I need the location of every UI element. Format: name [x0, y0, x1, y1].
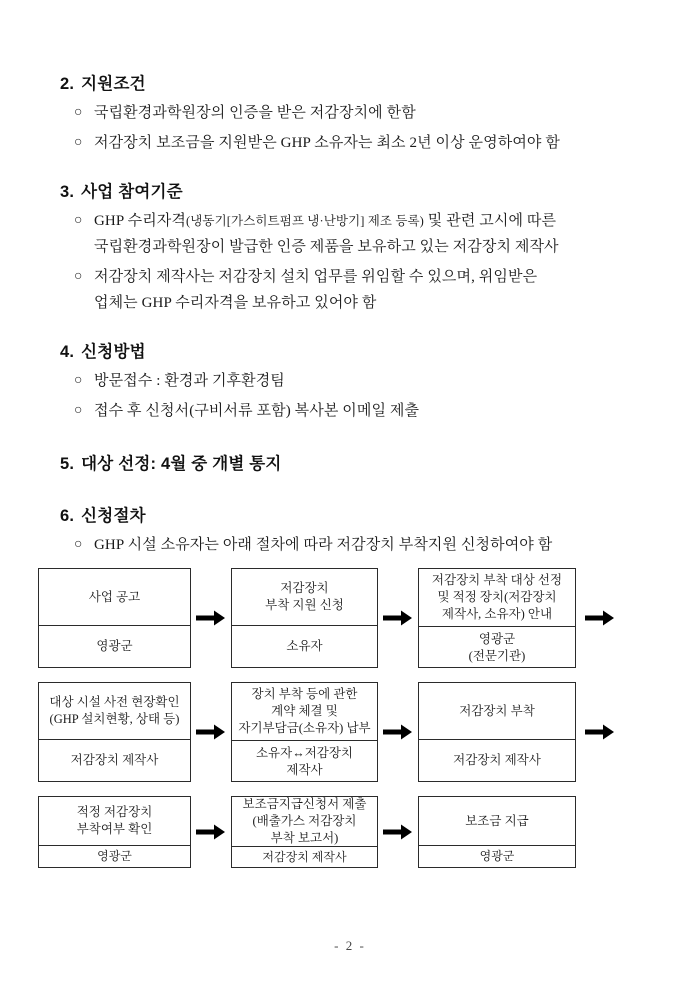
section-participation-criteria [30, 178, 670, 316]
flow-step-actor: 영광군 [479, 849, 515, 863]
bullet-item [74, 532, 670, 558]
section-target-selection [30, 450, 670, 474]
section-number: 2. [60, 75, 75, 93]
flow-step-actor: 소유자 [286, 639, 323, 654]
arrow-right-icon [191, 568, 231, 668]
flow-step-box [418, 568, 576, 668]
flow-step-label: 장치 부착 등에 관한 계약 체결 및 자기부담금(소유자) 납부 [232, 683, 377, 741]
section-number: 6. [60, 507, 75, 525]
bullet-circle-icon: ○ [74, 105, 83, 120]
page-number: - 2 - [334, 938, 366, 953]
flow-step-label: 저감장치 부착 지원 신청 [232, 569, 377, 626]
section-number: 5. [60, 455, 75, 473]
flow-step-box [418, 682, 576, 782]
arrow-right-icon [378, 796, 418, 868]
bullet-text-lead: GHP 수리자격 [94, 213, 186, 229]
arrow-right-icon [191, 682, 231, 782]
section-title: 사업 참여기준 [81, 183, 183, 201]
section-heading [60, 502, 670, 526]
bullet-text [94, 264, 670, 316]
bullet-list [30, 368, 670, 424]
flow-step-actor: 저감장치 제작사 [453, 753, 541, 768]
bullet-circle-icon: ○ [74, 537, 83, 552]
bullet-item [74, 100, 670, 126]
section-title: 지원조건 [81, 75, 146, 93]
bullet-text [94, 208, 670, 260]
section-title: 신청절차 [81, 507, 146, 525]
bullet-text-line2: 국립환경과학원장이 발급한 인증 제품을 보유하고 있는 저감장치 제작사 [94, 239, 559, 255]
bullet-item [74, 130, 670, 156]
section-application-procedure [30, 502, 670, 558]
section-heading [60, 70, 670, 94]
arrow-right-icon [191, 796, 231, 868]
flow-step-actor: 소유자↔저감장치 제작사 [255, 745, 354, 777]
flow-step-actor: 영광군 [96, 639, 133, 654]
flowchart-row [38, 568, 670, 668]
bullet-circle-icon: ○ [74, 269, 83, 284]
flow-step-label: 저감장치 부착 [419, 683, 575, 740]
bullet-item [74, 398, 670, 424]
flow-step-box [231, 796, 378, 868]
bullet-text-tail: 및 관련 고시에 따른 [423, 213, 557, 229]
bullet-text-note: (냉동기[가스히트펌프 냉·난방기] 제조 등록) [185, 214, 424, 228]
section-support-conditions [30, 70, 670, 156]
application-procedure-flowchart [38, 568, 670, 868]
bullet-circle-icon: ○ [74, 373, 83, 388]
flow-step-label: 적정 저감장치 부착여부 확인 [39, 797, 190, 846]
flow-step-actor: 저감장치 제작사 [70, 753, 159, 768]
section-application-method [30, 338, 670, 424]
bullet-text: GHP 시설 소유자는 아래 절차에 따라 저감장치 부착지원 신청하여야 함 [94, 537, 553, 553]
section-heading [60, 450, 670, 474]
bullet-item [74, 208, 670, 260]
flow-step-box [38, 568, 191, 668]
arrow-right-icon [378, 682, 418, 782]
flow-step-box [231, 682, 378, 782]
flow-step-actor: 영광군 [97, 849, 132, 863]
flow-step-label: 보조금 지급 [419, 797, 575, 846]
section-title: 대상 선정: 4월 중 개별 통지 [81, 455, 282, 473]
flow-step-actor: 저감장치 제작사 [262, 850, 347, 864]
arrow-right-icon [378, 568, 418, 668]
flow-step-box [418, 796, 576, 868]
section-heading [60, 178, 670, 202]
flow-step-box [38, 682, 191, 782]
bullet-text: 저감장치 보조금을 지원받은 GHP 소유자는 최소 2년 이상 운영하여야 함 [94, 135, 560, 151]
section-number: 4. [60, 343, 75, 361]
arrow-right-icon [576, 568, 624, 668]
bullet-text-line2: 업체는 GHP 수리자격을 보유하고 있어야 함 [94, 295, 377, 311]
bullet-text: 접수 후 신청서(구비서류 포함) 복사본 이메일 제출 [94, 403, 420, 419]
bullet-item [74, 368, 670, 394]
flow-step-box [38, 796, 191, 868]
bullet-text: 방문접수 : 환경과 기후환경팀 [94, 373, 285, 389]
bullet-text: 국립환경과학원장의 인증을 받은 저감장치에 한함 [94, 105, 416, 121]
section-number: 3. [60, 183, 75, 201]
bullet-list [30, 208, 670, 316]
bullet-list [30, 100, 670, 156]
bullet-list [30, 532, 670, 558]
arrow-right-icon [576, 682, 624, 782]
bullet-circle-icon: ○ [74, 213, 83, 228]
flow-step-label: 대상 시설 사전 현장확인 (GHP 설치현황, 상태 등) [39, 683, 190, 740]
bullet-circle-icon: ○ [74, 403, 83, 418]
section-heading [60, 338, 670, 362]
flow-step-label: 보조금지급신청서 제출 (배출가스 저감장치 부착 보고서) [232, 797, 377, 847]
bullet-circle-icon: ○ [74, 135, 83, 150]
flowchart-row [38, 796, 670, 868]
flow-step-label: 저감장치 부착 대상 선정 및 적정 장치(저감장치 제작사, 소유자) 안내 [419, 569, 575, 627]
flow-step-box [231, 568, 378, 668]
flow-step-label: 사업 공고 [39, 569, 190, 626]
flowchart-row [38, 682, 670, 782]
section-title: 신청방법 [81, 343, 146, 361]
bullet-item [74, 264, 670, 316]
bullet-text-line1: 저감장치 제작사는 저감장치 설치 업무를 위임할 수 있으며, 위임받은 [94, 269, 538, 285]
flow-step-actor: 영광군 (전문기관) [468, 631, 526, 663]
